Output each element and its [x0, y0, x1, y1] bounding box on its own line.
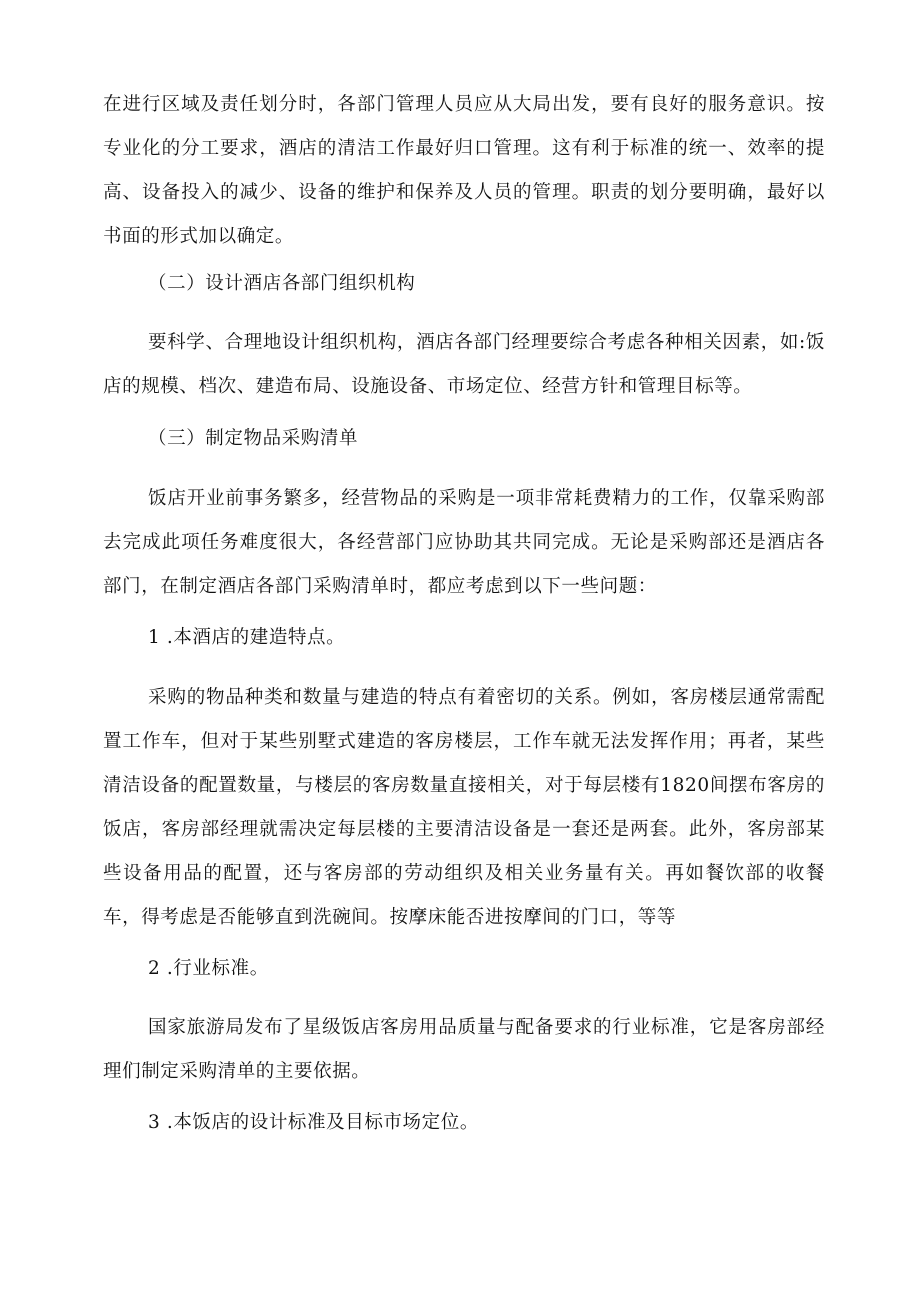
paragraph-industry-standard: 国家旅游局发布了星级饭店客房用品质量与配备要求的行业标准，它是客房部经理们制定采购清单的主要依据。	[103, 1017, 825, 1082]
section-heading-organization: （二）设计酒店各部门组织机构	[148, 273, 416, 294]
paragraph-building-features: 采购的物品种类和数量与建造的特点有着密切的关系。例如，客房楼层通常需配置工作车，但对于某些别墅式建造的客房楼层，工作车就无法发挥作用；再者，某些清洁设备的配置数量，与楼层的客房数量直接相关，对于每层楼有1820间摆布客房的饭店，客房部经理就需决定每层楼的主要清洁设备是一套还是两套。此外，客房部某些设备用品的配置，还与客房部的劳动组织及相关业务量有关。再如餐饮部的收餐车，得考虑是否能够直到洗碗间。按摩床能否进按摩间的门口，等等	[103, 687, 825, 928]
paragraph-organization-design: 要科学、合理地设计组织机构，酒店各部门经理要综合考虑各种相关因素，如:饭店的规模、档次、建造布局、设施设备、市场定位、经营方针和管理目标等。	[103, 332, 825, 397]
list-item-industry-standard: 2 .行业标准。	[148, 958, 269, 979]
section-heading-purchase-list: （三）制定物品采购清单	[148, 428, 359, 449]
list-item-design-standard: 3 .本饭店的设计标准及目标市场定位。	[148, 1112, 479, 1133]
list-item-building-features: 1 .本酒店的建造特点。	[148, 627, 346, 648]
paragraph-responsibility-division: 在进行区域及责任划分时，各部门管理人员应从大局出发，要有良好的服务意识。按专业化的分工要求，酒店的清洁工作最好归口管理。这有利于标准的统一、效率的提高、设备投入的减少、设备的维护和保养及人员的管理。职责的划分要明确，最好以书面的形式加以确定。	[103, 94, 825, 247]
paragraph-purchase-intro: 饭店开业前事务繁多，经营物品的采购是一项非常耗费精力的工作，仅靠采购部去完成此项任务难度很大，各经营部门应协助其共同完成。无论是采购部还是酒店各部门，在制定酒店各部门采购清单时，都应考虑到以下一些问题：	[103, 488, 825, 597]
